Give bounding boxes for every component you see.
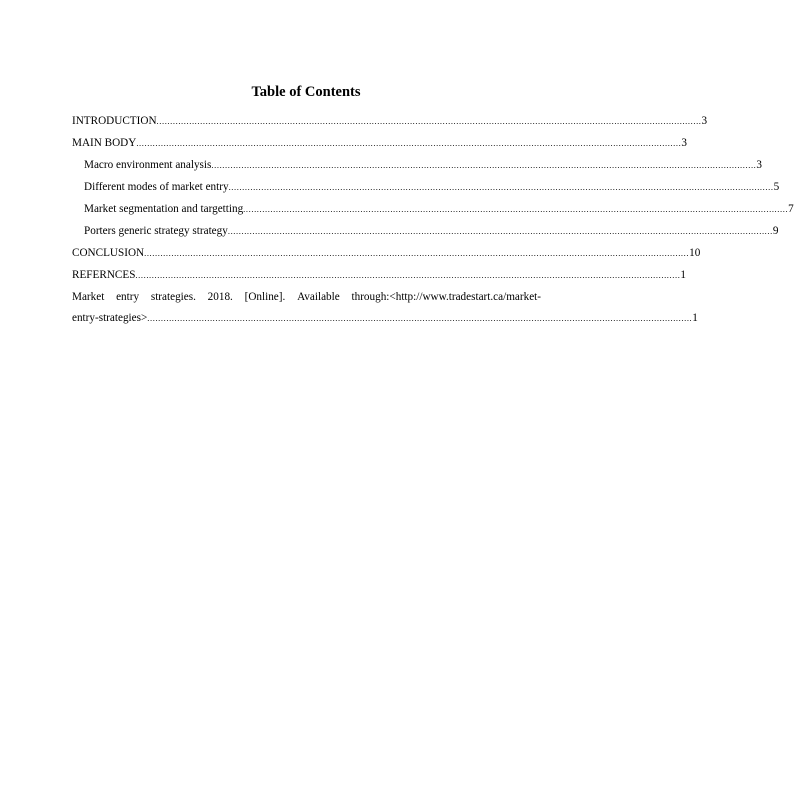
dot-leader: ........................................................................................................................................................................................................	[228, 182, 774, 192]
toc-entry-macro-environment[interactable]	[72, 156, 762, 178]
dot-leader: ........................................................................................................................................................................................................	[243, 204, 789, 214]
toc-entry-introduction[interactable]	[72, 112, 708, 134]
toc-entry-porters[interactable]	[72, 222, 779, 244]
toc-entry-page: 3	[701, 115, 708, 127]
dot-leader: ........................................................................................................................................................................................................	[147, 313, 693, 323]
dot-leader: ........................................................................................................................................................................................................	[211, 160, 757, 170]
reference-word: 2018.	[207, 291, 233, 303]
toc-entry-references[interactable]	[72, 266, 687, 288]
reference-word: strategies.	[150, 291, 196, 303]
reference-word: [Online].	[244, 291, 286, 303]
dot-leader: ........................................................................................................................................................................................................	[135, 270, 681, 280]
toc-entry-page: 3	[681, 137, 687, 149]
toc-entry-label: Macro environment analysis	[84, 159, 212, 171]
toc-entry-main-body[interactable]	[72, 134, 687, 156]
dot-leader: ........................................................................................................................................................................................................	[156, 116, 702, 126]
toc-entry-page: 1	[680, 269, 687, 281]
reference-word: Market	[72, 291, 105, 303]
toc-entry-page: 3	[756, 159, 762, 171]
toc-entry-label: CONCLUSION	[72, 247, 145, 259]
toc-entry-segmentation[interactable]	[72, 200, 794, 222]
toc-list	[72, 112, 794, 331]
toc-entry-modes-of-entry[interactable]	[72, 178, 780, 200]
toc-entry-reference-item[interactable]	[72, 288, 698, 331]
toc-entry-label: Market segmentation and targetting	[84, 203, 244, 215]
toc-entry-label: MAIN BODY	[72, 137, 137, 149]
toc-entry-label: Different modes of market entry	[84, 181, 229, 193]
dot-leader: ........................................................................................................................................................................................................	[227, 226, 773, 236]
dot-leader: ........................................................................................................................................................................................................	[144, 248, 690, 258]
toc-entry-page: 9	[772, 225, 779, 237]
toc-entry-page: 10	[689, 247, 701, 259]
toc-entry-label: entry-strategies>	[72, 312, 148, 324]
toc-entry-label: REFERNCES	[72, 269, 136, 281]
reference-url: through:<http://www.tradestart.ca/market-	[351, 291, 541, 303]
toc-entry-page: 5	[773, 181, 780, 193]
toc-entry-page: 7	[788, 203, 794, 215]
toc-entry-conclusion[interactable]	[72, 244, 701, 266]
reference-line-1	[72, 289, 541, 310]
reference-line-2	[72, 310, 698, 331]
toc-entry-label: INTRODUCTION	[72, 115, 157, 127]
reference-word: entry	[116, 291, 140, 303]
toc-entry-page: 1	[692, 312, 698, 324]
toc-title: Table of Contents	[251, 84, 361, 100]
dot-leader: ........................................................................................................................................................................................................	[136, 138, 682, 148]
toc-entry-label: Porters generic strategy strategy	[84, 225, 228, 237]
reference-word: Available	[297, 291, 340, 303]
